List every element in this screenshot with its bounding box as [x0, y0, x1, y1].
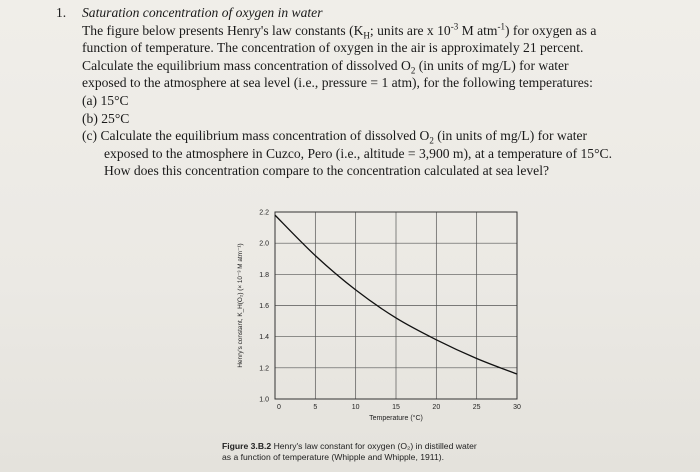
option-a: (a) 15°C	[82, 92, 129, 108]
henry-constant-figure	[222, 186, 540, 466]
x-axis-label: Temperature (°C)	[369, 415, 423, 422]
y-tick-label: 1.8	[259, 271, 269, 279]
y-tick-label: 2.0	[259, 240, 269, 248]
intro-line-3: Calculate the equilibrium mass concentration of dissolved $O_2$ (in units of mg/L) for water	[82, 57, 569, 76]
caption-line-2: as a function of temperature (Whipple and Whipple, 1911).	[222, 452, 444, 462]
x-tick-label: 30	[513, 404, 521, 411]
x-tick-label: 20	[432, 404, 441, 411]
intro-line-4: exposed to the atmosphere at sea level (i.e., pressure = 1 atm), for the following temperatures:	[82, 75, 593, 91]
option-c: (c) Calculate the equilibrium mass concentration of dissolved $O_2$ (in units of mg/L) for water	[82, 128, 588, 146]
x-tick-label: 15	[392, 404, 400, 411]
y-tick-label: 2.2	[259, 209, 269, 217]
y-tick-label: 1.0	[259, 396, 269, 404]
problem-statement	[56, 4, 662, 180]
problem-number: 1.	[56, 5, 67, 20]
intro-line-2: function of temperature. The concentration of oxygen in the air is approximately 21 percent.	[82, 40, 584, 56]
option-c-line-3: How does this concentration compare to the concentration calculated at sea level?	[104, 163, 550, 179]
y-tick-label: 1.2	[259, 365, 269, 373]
option-b: (b) 25°C	[82, 110, 130, 126]
caption-line-1: Henry's law constant for oxygen (O₂) in distilled water	[271, 441, 477, 451]
x-tick-label: 10	[351, 404, 360, 411]
intro-line-1: The figure below presents Henry's law constants ($K_H$; units are x $10^{-3}$ M atm$^{-1}$) for oxygen as a	[82, 21, 597, 41]
x-tick-label: 5	[313, 404, 318, 411]
caption-label: Figure 3.B.2	[222, 441, 272, 451]
y-tick-label: 1.4	[259, 334, 269, 342]
henry-constant-chart	[222, 186, 540, 441]
x-tick-label: 0	[277, 404, 281, 411]
figure-caption	[222, 441, 552, 463]
y-axis-label: Henry's constant, K_H(O₂) (× 10⁻³ M atm⁻¹)	[237, 243, 244, 368]
y-tick-label: 1.6	[259, 303, 269, 310]
option-c-line-2: exposed to the atmosphere in Cuzco, Pero (i.e., altitude = 3,900 m), at a temperature of 15°C.	[104, 145, 613, 161]
x-tick-label: 25	[472, 404, 481, 411]
problem-title: Saturation concentration of oxygen in water	[82, 5, 323, 20]
